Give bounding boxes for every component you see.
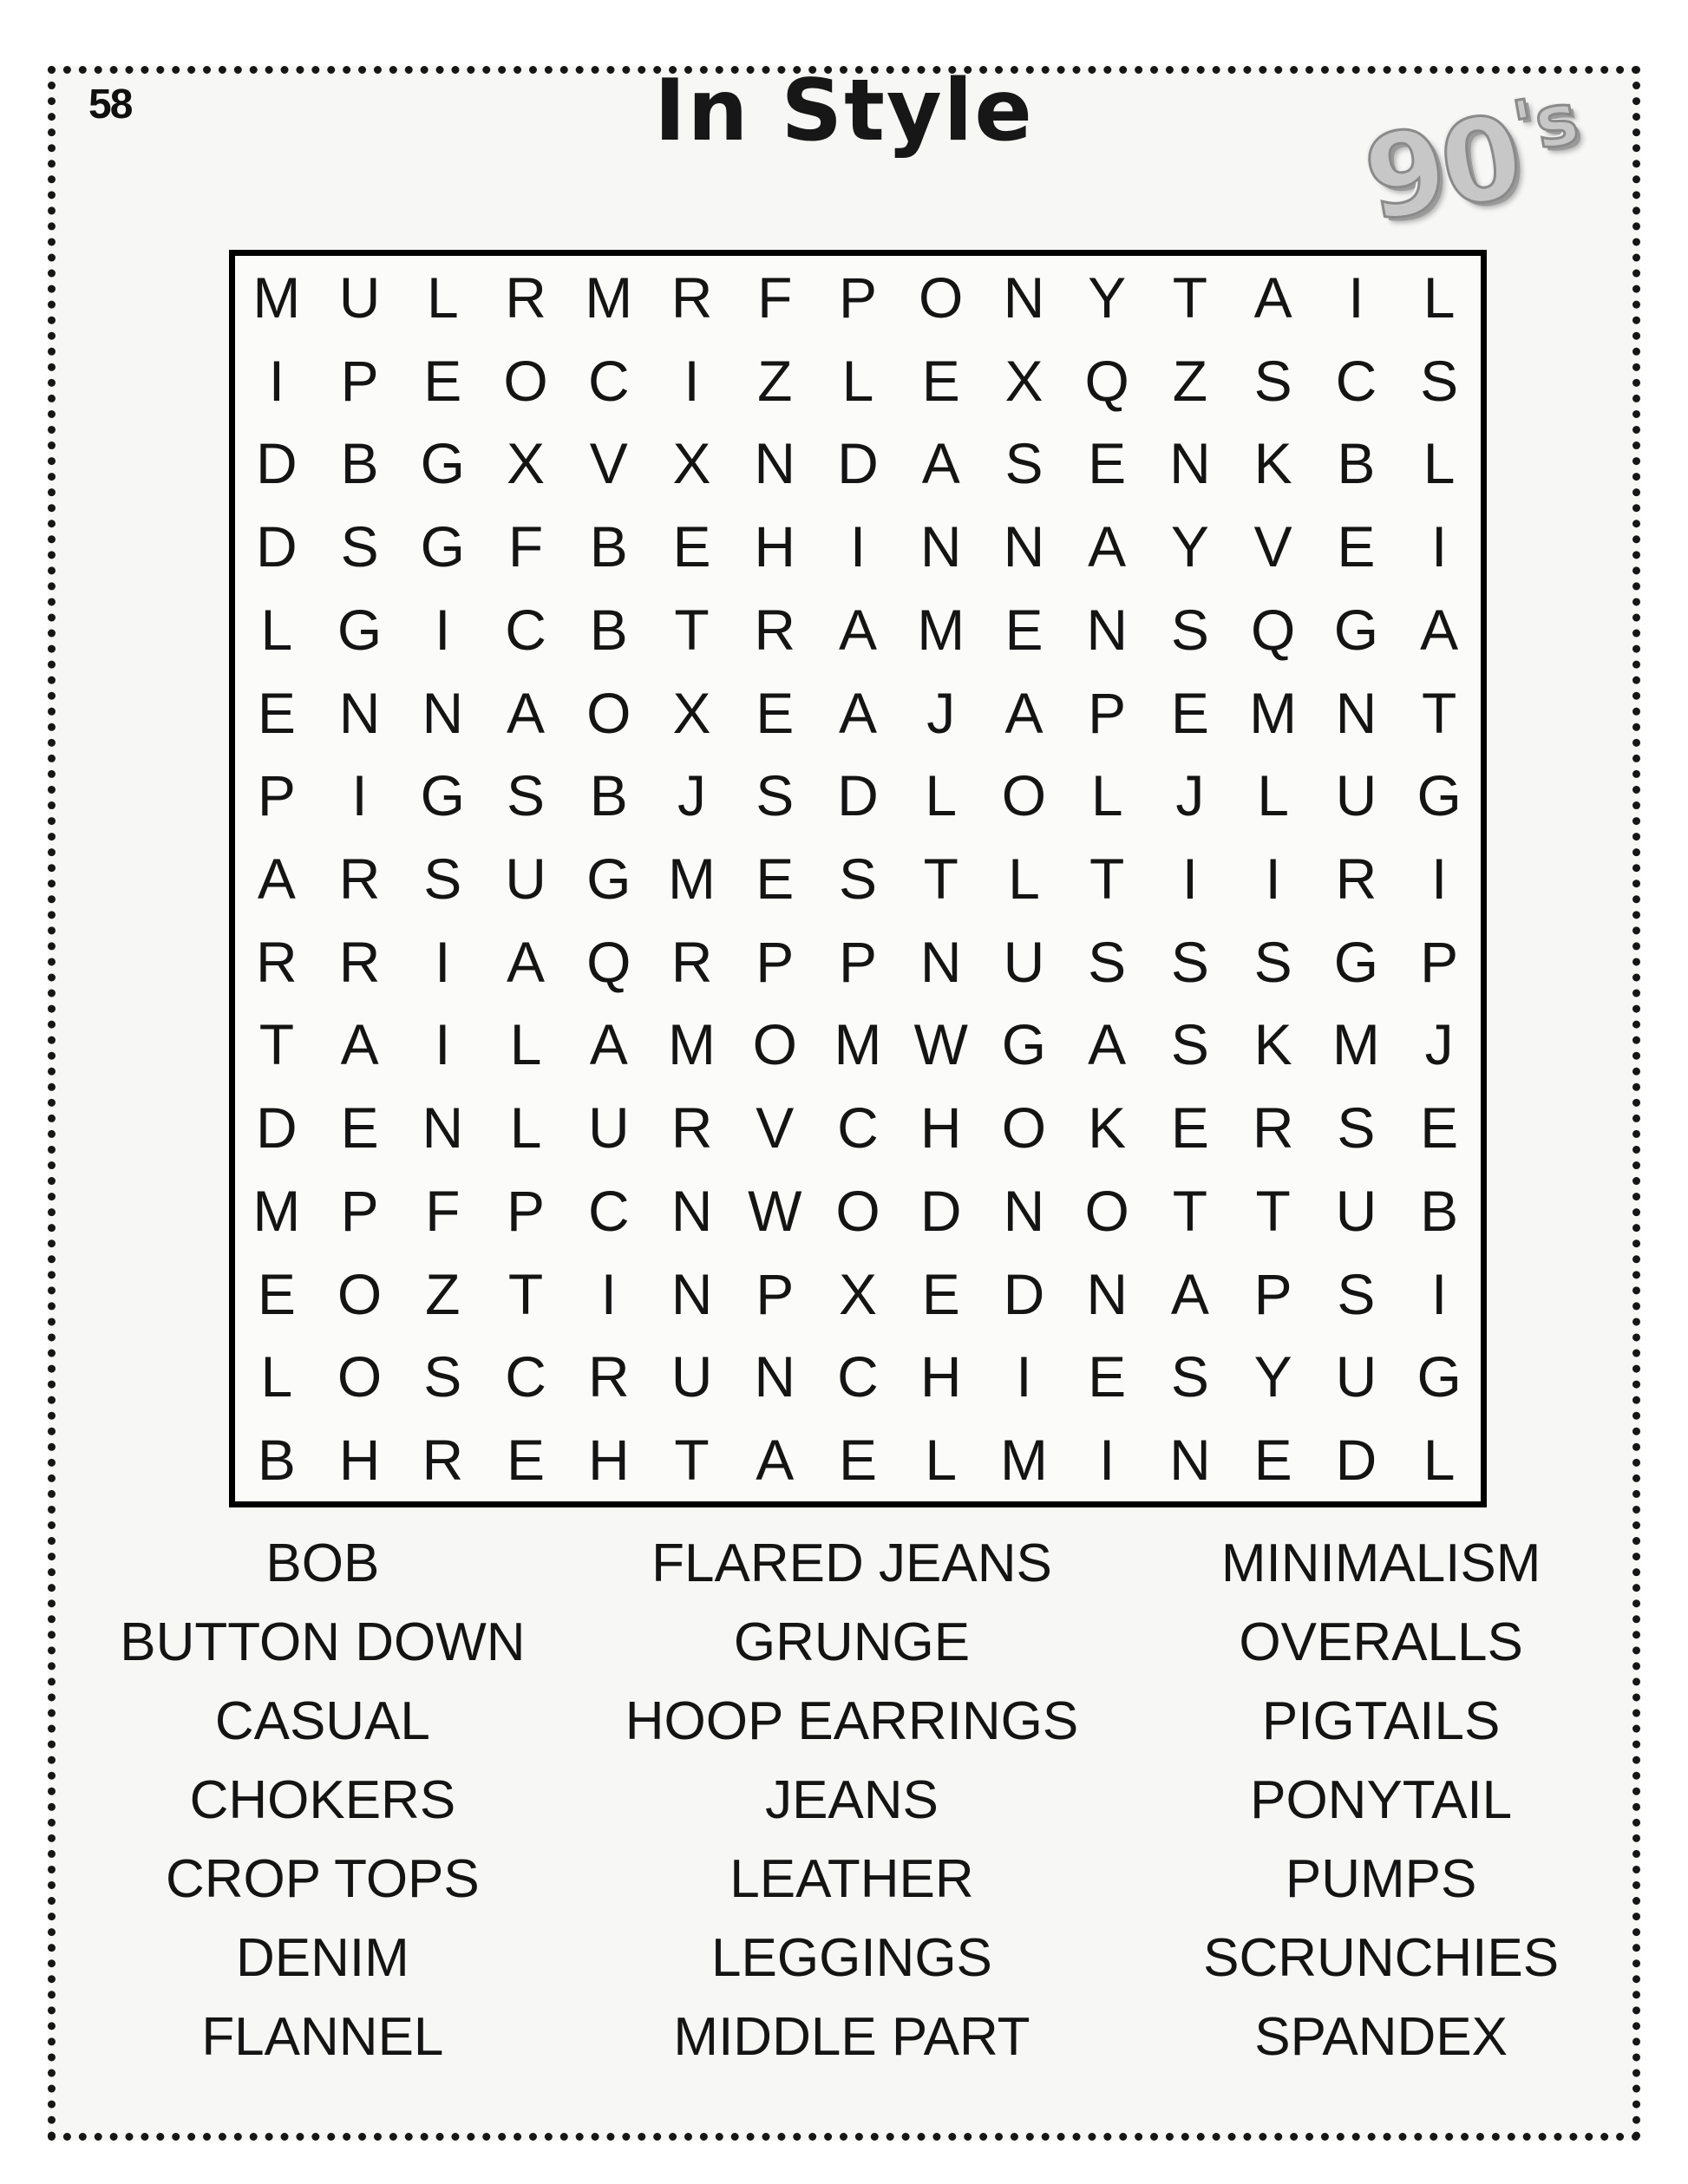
- grid-cell-r11-c12: E: [1170, 1095, 1209, 1161]
- grid-cell-r14-c2: O: [337, 1344, 383, 1409]
- grid-cell-r1-c3: L: [426, 265, 459, 330]
- word-item: CHOKERS: [189, 1770, 456, 1830]
- word-item: MINIMALISM: [1220, 1533, 1541, 1593]
- grid-cell-r5-c4: C: [505, 597, 546, 662]
- grid-cell-r8-c7: E: [756, 846, 795, 911]
- grid-cell-r6-c15: T: [1421, 680, 1457, 745]
- nineties-logo-number: 90: [1355, 89, 1529, 248]
- grid-cell-r11-c8: C: [837, 1095, 879, 1161]
- grid-cell-r12-c10: N: [1003, 1178, 1045, 1243]
- grid-cell-r15-c10: M: [999, 1428, 1048, 1493]
- grid-cell-r12-c14: U: [1335, 1178, 1377, 1243]
- grid-cell-r13-c3: Z: [425, 1261, 461, 1326]
- grid-cell-r9-c6: R: [671, 929, 713, 994]
- word-item: OVERALLS: [1239, 1612, 1523, 1672]
- grid-cell-r2-c5: C: [587, 348, 630, 413]
- grid-cell-r7-c8: D: [837, 763, 879, 828]
- grid-cell-r3-c5: V: [589, 431, 628, 496]
- grid-cell-r11-c2: E: [340, 1095, 379, 1161]
- grid-cell-r10-c13: K: [1253, 1012, 1292, 1077]
- grid-cell-r6-c9: J: [926, 680, 956, 745]
- grid-cell-r3-c15: L: [1423, 431, 1456, 496]
- grid-cell-r2-c13: S: [1253, 348, 1292, 413]
- grid-cell-r9-c7: P: [756, 929, 795, 994]
- grid-cell-r11-c11: K: [1088, 1095, 1127, 1161]
- grid-cell-r3-c7: N: [754, 431, 796, 496]
- grid-cell-r11-c1: D: [256, 1095, 298, 1161]
- grid-cell-r8-c3: S: [423, 846, 462, 911]
- grid-cell-r14-c10: I: [1016, 1344, 1032, 1409]
- grid-cell-r7-c11: L: [1090, 763, 1123, 828]
- grid-cell-r1-c5: M: [585, 265, 633, 330]
- grid-cell-r6-c11: P: [1088, 680, 1127, 745]
- grid-cell-r15-c9: L: [925, 1428, 958, 1493]
- page-title: In Style: [654, 62, 1034, 160]
- word-item: FLARED JEANS: [651, 1533, 1052, 1593]
- puzzle-page: [48, 62, 1640, 2141]
- grid-cell-r11-c14: S: [1337, 1095, 1376, 1161]
- grid-cell-r8-c11: T: [1089, 846, 1125, 911]
- grid-cell-r1-c15: L: [1423, 265, 1456, 330]
- grid-cell-r6-c6: X: [672, 680, 711, 745]
- grid-cell-r9-c5: Q: [586, 929, 631, 994]
- grid-cell-r9-c15: P: [1420, 929, 1459, 994]
- grid-cell-r8-c13: I: [1265, 846, 1281, 911]
- word-item: GRUNGE: [733, 1612, 971, 1672]
- word-item: HOOP EARRINGS: [625, 1691, 1079, 1751]
- grid-cell-r4-c4: F: [507, 514, 544, 579]
- grid-cell-r8-c14: R: [1335, 846, 1377, 911]
- grid-cell-r13-c14: S: [1337, 1261, 1376, 1326]
- grid-cell-r10-c7: O: [752, 1012, 797, 1077]
- grid-cell-r8-c8: S: [838, 846, 877, 911]
- word-item: JEANS: [765, 1770, 939, 1830]
- grid-cell-r4-c10: N: [1003, 514, 1045, 579]
- grid-cell-r2-c2: P: [340, 348, 379, 413]
- grid-cell-r7-c14: U: [1335, 763, 1377, 828]
- grid-cell-r15-c15: L: [1423, 1428, 1456, 1493]
- grid-cell-r4-c7: H: [754, 514, 796, 579]
- grid-cell-r2-c10: X: [1004, 348, 1044, 413]
- grid-cell-r12-c13: T: [1255, 1178, 1291, 1243]
- grid-cell-r14-c8: C: [837, 1344, 879, 1409]
- grid-cell-r5-c14: G: [1333, 597, 1379, 662]
- grid-cell-r11-c4: L: [509, 1095, 542, 1161]
- grid-cell-r5-c1: L: [260, 597, 293, 662]
- grid-cell-r8-c15: I: [1430, 846, 1448, 911]
- grid-cell-r13-c1: E: [257, 1261, 296, 1326]
- grid-cell-r6-c1: E: [257, 680, 296, 745]
- grid-cell-r12-c6: N: [671, 1178, 713, 1243]
- grid-cell-r1-c11: Y: [1088, 265, 1127, 330]
- grid-cell-r4-c9: N: [919, 514, 962, 579]
- grid-cell-r15-c4: E: [507, 1428, 546, 1493]
- grid-cell-r11-c10: O: [1001, 1095, 1047, 1161]
- grid-cell-r9-c14: G: [1333, 929, 1379, 994]
- grid-cell-r2-c6: I: [684, 348, 700, 413]
- grid-cell-r2-c14: C: [1335, 348, 1377, 413]
- word-item: LEATHER: [730, 1849, 974, 1909]
- grid-cell-r14-c13: Y: [1253, 1344, 1292, 1409]
- grid-cell-r15-c1: B: [257, 1428, 296, 1493]
- grid-cell-r13-c8: X: [838, 1261, 877, 1326]
- grid-cell-r12-c5: C: [587, 1178, 630, 1243]
- grid-cell-r11-c7: V: [756, 1095, 795, 1161]
- grid-cell-r3-c13: K: [1253, 431, 1292, 496]
- grid-cell-r15-c7: A: [756, 1428, 795, 1493]
- grid-cell-r7-c3: G: [420, 763, 465, 828]
- grid-cell-r5-c10: E: [1004, 597, 1044, 662]
- grid-cell-r7-c7: S: [756, 763, 795, 828]
- grid-cell-r13-c10: D: [1003, 1261, 1045, 1326]
- grid-cell-r10-c10: G: [1001, 1012, 1047, 1077]
- grid-cell-r2-c12: Z: [1172, 348, 1208, 413]
- grid-cell-r9-c1: R: [256, 929, 298, 994]
- grid-cell-r5-c6: T: [674, 597, 710, 662]
- grid-cell-r3-c12: N: [1169, 431, 1211, 496]
- grid-cell-r11-c3: N: [422, 1095, 464, 1161]
- grid-cell-r13-c11: N: [1086, 1261, 1129, 1326]
- grid-cell-r9-c9: N: [919, 929, 962, 994]
- grid-cell-r10-c8: M: [834, 1012, 882, 1077]
- grid-cell-r9-c11: S: [1088, 929, 1127, 994]
- grid-cell-r8-c9: T: [923, 846, 958, 911]
- grid-cell-r7-c9: L: [925, 763, 958, 828]
- grid-cell-r11-c15: E: [1420, 1095, 1459, 1161]
- grid-cell-r4-c3: G: [420, 514, 465, 579]
- grid-cell-r13-c12: A: [1170, 1261, 1209, 1326]
- grid-cell-r12-c2: P: [340, 1178, 379, 1243]
- grid-cell-r14-c12: S: [1170, 1344, 1209, 1409]
- grid-cell-r1-c12: T: [1172, 265, 1208, 330]
- grid-cell-r10-c6: M: [668, 1012, 716, 1077]
- grid-cell-r4-c11: A: [1088, 514, 1127, 579]
- grid-cell-r4-c1: D: [256, 514, 298, 579]
- grid-cell-r9-c2: R: [338, 929, 381, 994]
- grid-cell-r5-c15: A: [1420, 597, 1459, 662]
- grid-cell-r1-c7: F: [757, 265, 793, 330]
- grid-cell-r7-c6: J: [677, 763, 707, 828]
- grid-cell-r1-c8: P: [838, 265, 877, 330]
- grid-cell-r6-c4: A: [507, 680, 546, 745]
- grid-cell-r9-c8: P: [838, 929, 877, 994]
- grid-cell-r3-c1: D: [256, 431, 298, 496]
- grid-cell-r1-c2: U: [338, 265, 381, 330]
- grid-cell-r9-c13: S: [1253, 929, 1292, 994]
- grid-cell-r1-c14: I: [1348, 265, 1364, 330]
- grid-cell-r6-c12: E: [1170, 680, 1209, 745]
- grid-cell-r6-c14: N: [1335, 680, 1377, 745]
- word-item: PONYTAIL: [1250, 1770, 1513, 1830]
- grid-cell-r4-c8: I: [849, 514, 867, 579]
- grid-cell-r8-c10: L: [1008, 846, 1040, 911]
- grid-cell-r8-c4: U: [505, 846, 546, 911]
- grid-cell-r10-c11: A: [1088, 1012, 1127, 1077]
- grid-cell-r4-c12: Y: [1170, 514, 1209, 579]
- grid-cell-r1-c1: M: [252, 265, 301, 330]
- grid-cell-r7-c5: B: [589, 763, 628, 828]
- grid-cell-r14-c3: S: [423, 1344, 462, 1409]
- grid-cell-r12-c3: F: [425, 1178, 461, 1243]
- grid-cell-r8-c2: R: [338, 846, 381, 911]
- grid-cell-r5-c12: S: [1170, 597, 1209, 662]
- grid-cell-r1-c4: R: [505, 265, 546, 330]
- grid-cell-r7-c2: I: [351, 763, 368, 828]
- grid-cell-r4-c14: E: [1337, 514, 1376, 579]
- grid-cell-r14-c6: U: [671, 1344, 713, 1409]
- grid-cell-r6-c10: A: [1004, 680, 1044, 745]
- grid-cell-r2-c15: S: [1420, 348, 1459, 413]
- grid-cell-r12-c7: W: [748, 1178, 802, 1243]
- word-item: BOB: [265, 1533, 380, 1593]
- grid-cell-r3-c11: E: [1088, 431, 1127, 496]
- word-item: DENIM: [235, 1928, 409, 1988]
- grid-cell-r7-c13: L: [1257, 763, 1290, 828]
- grid-cell-r10-c2: A: [340, 1012, 379, 1077]
- word-item: PIGTAILS: [1261, 1691, 1501, 1751]
- word-item: LEGGINGS: [711, 1928, 992, 1988]
- grid-cell-r1-c13: A: [1253, 265, 1292, 330]
- grid-cell-r6-c3: N: [422, 680, 464, 745]
- grid-cell-r13-c5: I: [600, 1261, 617, 1326]
- grid-cell-r10-c1: T: [258, 1012, 295, 1077]
- grid-cell-r13-c6: N: [671, 1261, 713, 1326]
- grid-cell-r15-c6: T: [674, 1428, 710, 1493]
- grid-cell-r11-c6: R: [671, 1095, 713, 1161]
- grid-cell-r13-c4: T: [507, 1261, 544, 1326]
- word-item: FLANNEL: [201, 2007, 444, 2067]
- grid-cell-r14-c11: E: [1088, 1344, 1127, 1409]
- grid-cell-r14-c7: N: [754, 1344, 796, 1409]
- grid-cell-r14-c9: H: [919, 1344, 962, 1409]
- word-item: MIDDLE PART: [673, 2007, 1030, 2067]
- grid-cell-r3-c4: X: [507, 431, 546, 496]
- grid-cell-r13-c15: I: [1430, 1261, 1448, 1326]
- word-item: SCRUNCHIES: [1203, 1928, 1560, 1988]
- grid-cell-r3-c10: S: [1004, 431, 1044, 496]
- grid-cell-r7-c1: P: [257, 763, 296, 828]
- grid-cell-r12-c15: B: [1420, 1178, 1459, 1243]
- grid-cell-r7-c10: O: [1001, 763, 1047, 828]
- grid-cell-r11-c9: H: [919, 1095, 962, 1161]
- grid-cell-r14-c1: L: [260, 1344, 293, 1409]
- grid-cell-r7-c12: J: [1175, 763, 1205, 828]
- grid-cell-r3-c6: X: [672, 431, 711, 496]
- grid-cell-r2-c1: I: [268, 348, 285, 413]
- grid-cell-r5-c2: G: [337, 597, 383, 662]
- grid-cell-r15-c2: H: [338, 1428, 381, 1493]
- grid-cell-r2-c3: E: [423, 348, 462, 413]
- grid-cell-r15-c13: E: [1253, 1428, 1292, 1493]
- grid-cell-r15-c3: R: [422, 1428, 464, 1493]
- grid-cell-r5-c3: I: [435, 597, 451, 662]
- grid-cell-r13-c13: P: [1253, 1261, 1292, 1326]
- grid-cell-r12-c4: P: [507, 1178, 546, 1243]
- grid-cell-r14-c5: R: [587, 1344, 630, 1409]
- grid-cell-r8-c6: M: [668, 846, 716, 911]
- word-item: PUMPS: [1285, 1849, 1477, 1909]
- grid-cell-r9-c3: I: [435, 929, 451, 994]
- grid-cell-r2-c11: Q: [1084, 348, 1129, 413]
- grid-cell-r12-c12: T: [1172, 1178, 1208, 1243]
- grid-cell-r11-c13: R: [1252, 1095, 1294, 1161]
- grid-cell-r8-c1: A: [257, 846, 296, 911]
- grid-cell-r10-c15: J: [1424, 1012, 1454, 1077]
- grid-cell-r10-c5: A: [589, 1012, 628, 1077]
- grid-cell-r4-c6: E: [672, 514, 711, 579]
- grid-cell-r6-c5: O: [586, 680, 631, 745]
- grid-cell-r6-c13: M: [1249, 680, 1298, 745]
- grid-cell-r8-c12: I: [1181, 846, 1199, 911]
- grid-cell-r6-c2: N: [338, 680, 381, 745]
- grid-cell-r12-c8: O: [835, 1178, 880, 1243]
- grid-cell-r4-c2: S: [340, 514, 379, 579]
- grid-cell-r15-c14: D: [1335, 1428, 1377, 1493]
- nineties-logo-apostrophe-s: 's: [1507, 77, 1586, 170]
- grid-cell-r2-c7: Z: [757, 348, 793, 413]
- grid-cell-r9-c4: A: [507, 929, 546, 994]
- grid-cell-r15-c11: I: [1099, 1428, 1116, 1493]
- page-number: 58: [88, 82, 132, 128]
- grid-cell-r12-c11: O: [1084, 1178, 1129, 1243]
- grid-cell-r12-c9: D: [919, 1178, 962, 1243]
- grid-cell-r13-c7: P: [756, 1261, 795, 1326]
- grid-cell-r10-c4: L: [509, 1012, 542, 1077]
- grid-cell-r6-c7: E: [756, 680, 795, 745]
- grid-cell-r9-c12: S: [1170, 929, 1209, 994]
- grid-cell-r7-c15: G: [1416, 763, 1462, 828]
- grid-cell-r13-c9: E: [921, 1261, 960, 1326]
- grid-cell-r14-c4: C: [505, 1344, 546, 1409]
- grid-cell-r5-c13: Q: [1250, 597, 1296, 662]
- grid-cell-r1-c10: N: [1003, 265, 1045, 330]
- word-item: SPANDEX: [1254, 2007, 1508, 2067]
- grid-cell-r8-c5: G: [586, 846, 631, 911]
- grid-cell-r10-c14: M: [1331, 1012, 1380, 1077]
- grid-cell-r3-c14: B: [1337, 431, 1376, 496]
- grid-cell-r10-c12: S: [1170, 1012, 1209, 1077]
- grid-cell-r9-c10: U: [1003, 929, 1045, 994]
- grid-cell-r4-c15: I: [1430, 514, 1448, 579]
- word-item: BUTTON DOWN: [120, 1612, 526, 1672]
- grid-cell-r12-c1: M: [252, 1178, 301, 1243]
- grid-cell-r5-c5: B: [589, 597, 628, 662]
- grid-cell-r4-c13: V: [1253, 514, 1292, 579]
- grid-cell-r3-c3: G: [420, 431, 465, 496]
- grid-cell-r5-c7: R: [754, 597, 796, 662]
- grid-cell-r2-c9: E: [921, 348, 960, 413]
- grid-cell-r14-c14: U: [1335, 1344, 1377, 1409]
- grid-cell-r5-c11: N: [1086, 597, 1129, 662]
- word-item: CROP TOPS: [165, 1849, 480, 1909]
- grid-cell-r4-c5: B: [589, 514, 628, 579]
- grid-cell-r3-c8: D: [837, 431, 879, 496]
- grid-cell-r10-c9: W: [913, 1012, 968, 1077]
- grid-cell-r7-c4: S: [507, 763, 546, 828]
- grid-cell-r3-c2: B: [340, 431, 379, 496]
- grid-cell-r2-c4: O: [503, 348, 548, 413]
- grid-cell-r15-c5: H: [587, 1428, 630, 1493]
- grid-cell-r14-c15: G: [1416, 1344, 1462, 1409]
- grid-cell-r1-c6: R: [671, 265, 713, 330]
- grid-cell-r5-c9: M: [917, 597, 965, 662]
- word-search-grid: [229, 250, 1487, 1507]
- word-list: [80, 1524, 1624, 2076]
- grid-cell-r13-c2: O: [337, 1261, 383, 1326]
- grid-cell-r15-c12: N: [1169, 1428, 1211, 1493]
- grid-cell-r6-c8: A: [838, 680, 877, 745]
- word-item: CASUAL: [214, 1691, 430, 1751]
- grid-cell-r11-c5: U: [587, 1095, 630, 1161]
- grid-cell-r1-c9: O: [919, 265, 964, 330]
- grid-cell-r15-c8: E: [838, 1428, 877, 1493]
- grid-cell-r10-c3: I: [435, 1012, 451, 1077]
- grid-cell-r3-c9: A: [921, 431, 960, 496]
- grid-cell-r5-c8: A: [838, 597, 877, 662]
- grid-cell-r2-c8: L: [841, 348, 874, 413]
